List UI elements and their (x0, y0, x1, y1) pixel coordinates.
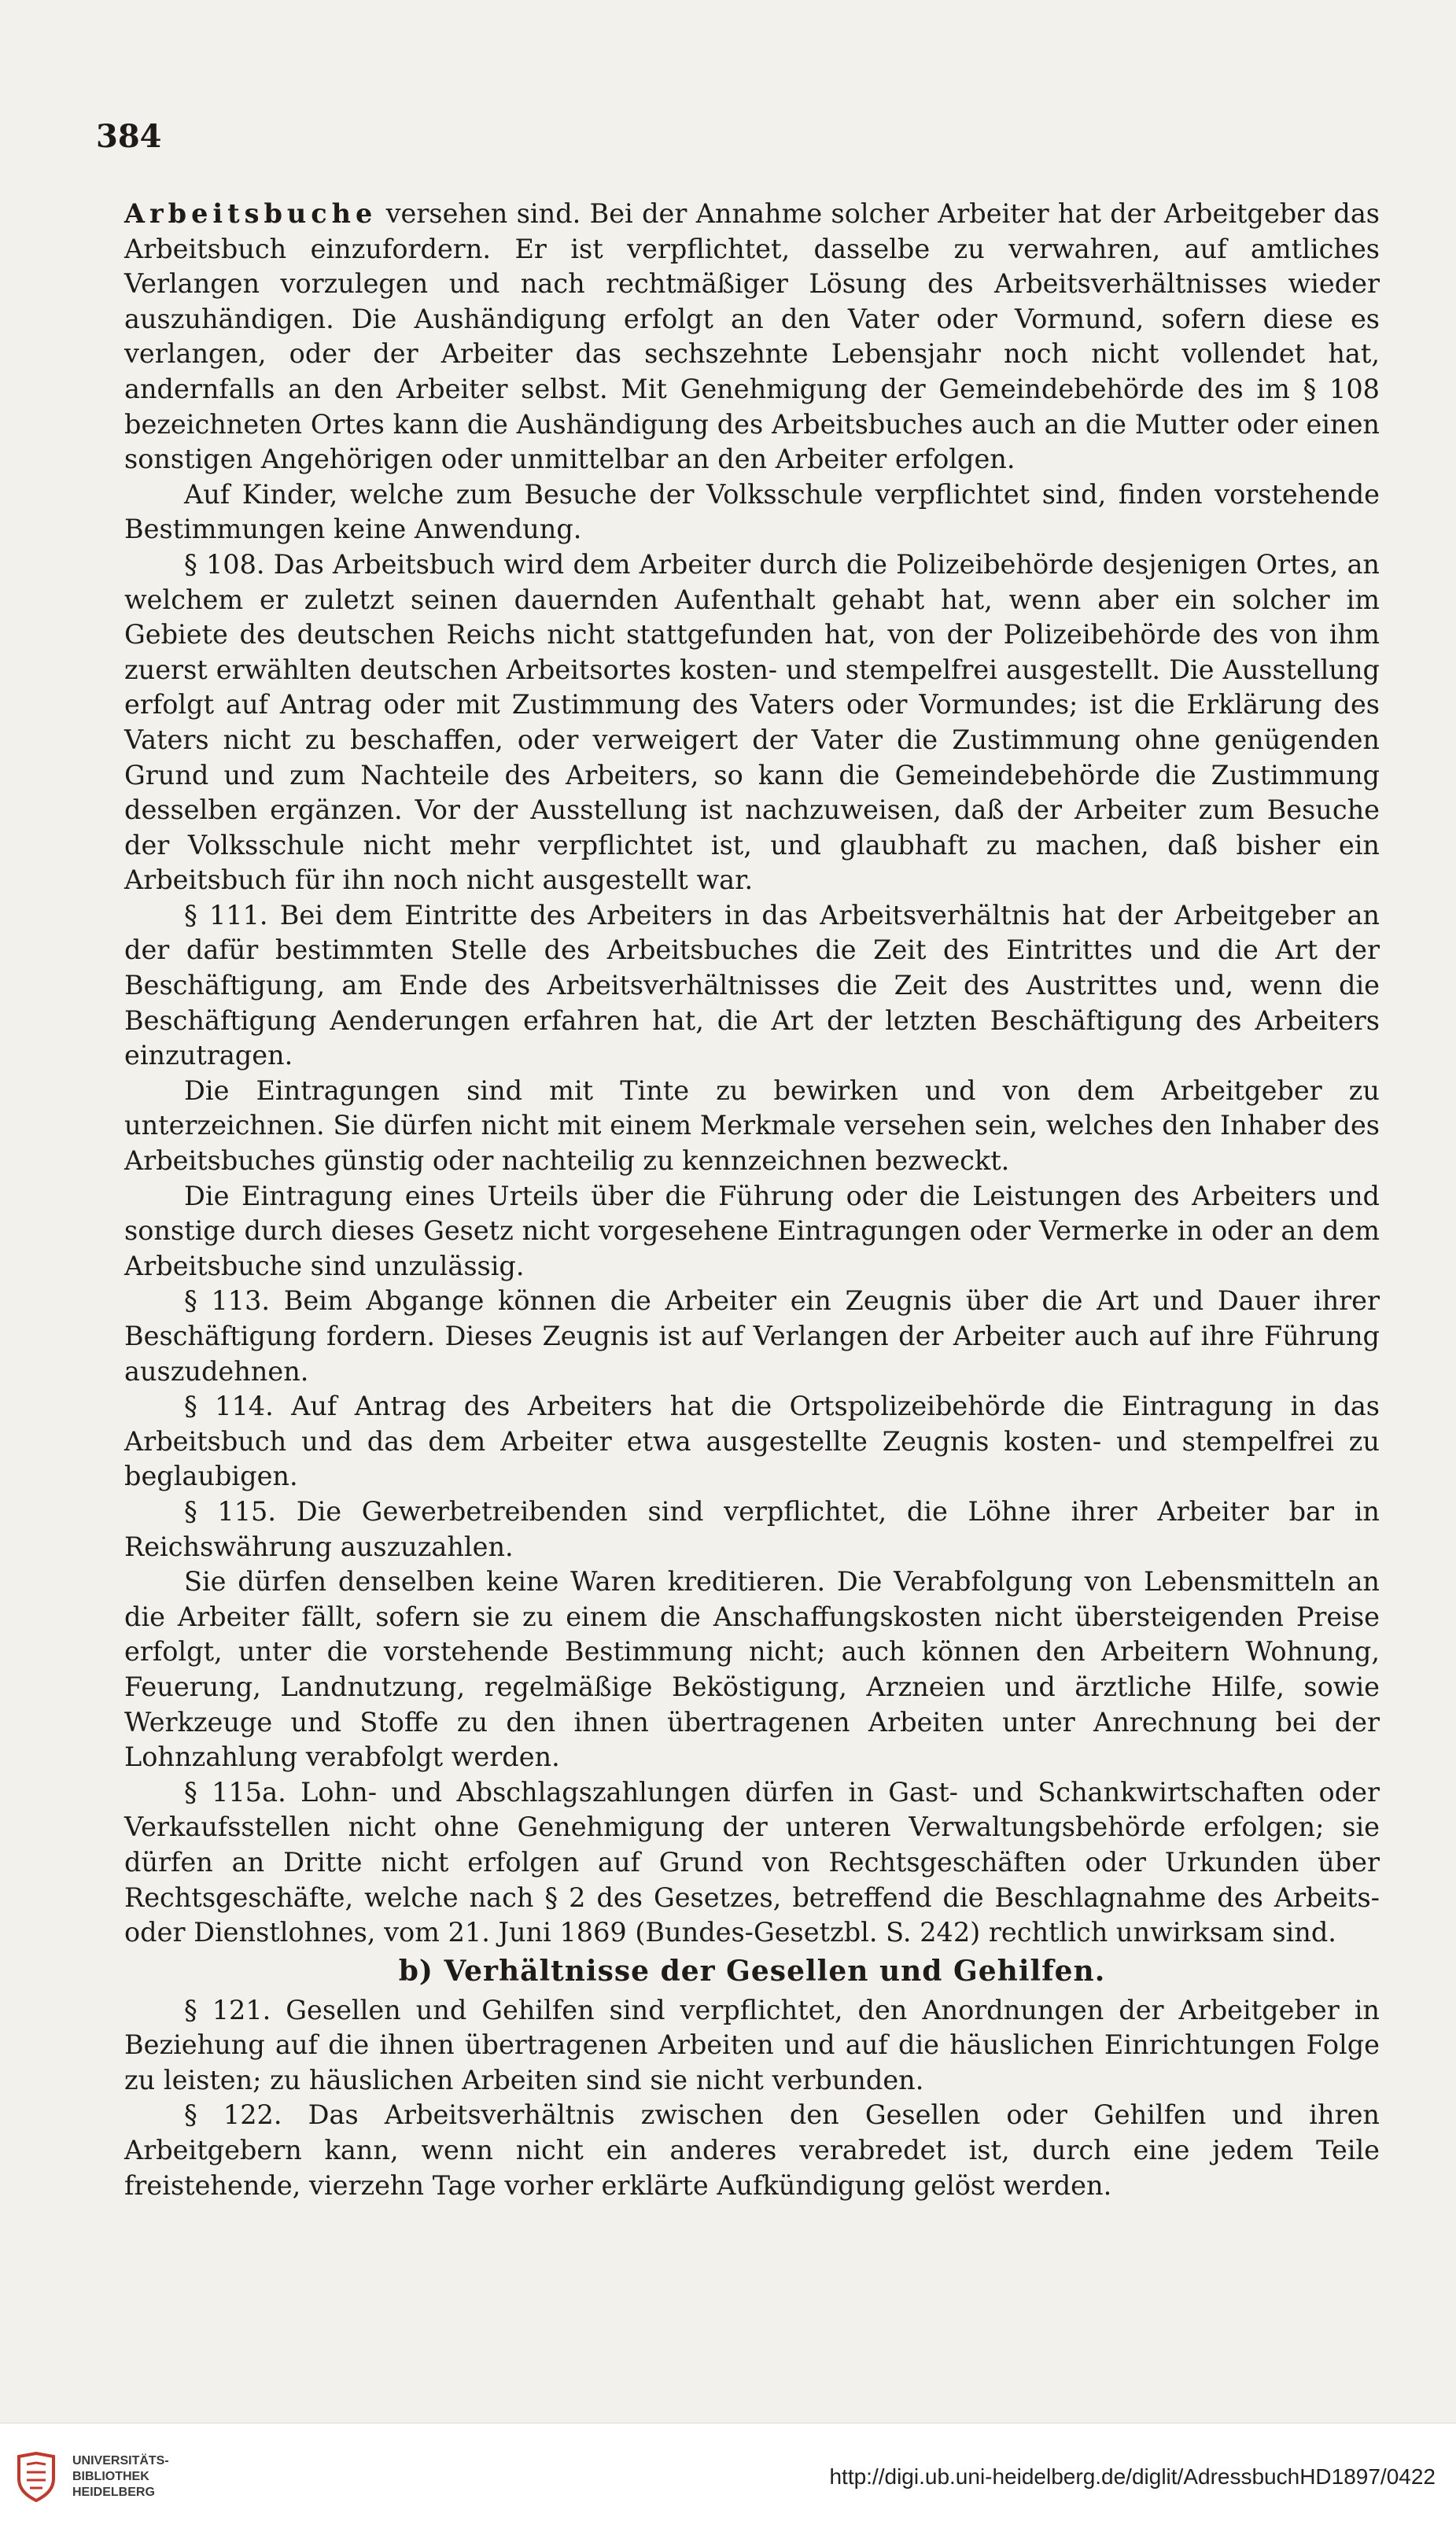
paragraph-section-114: § 114. Auf Antrag des Arbeiters hat die Ortspolizeibehörde die Eintragung in das Arbeitsbuch und das dem Arbeiter etwa ausgestellte Zeugnis kosten- und stempelfrei zu beglaubigen. (124, 1391, 1380, 1492)
permalink-url[interactable]: http://digi.ub.uni-heidelberg.de/diglit/AdressbuchHD1897/0422 (829, 2464, 1436, 2489)
paragraph-section-121: § 121. Gesellen und Gehilfen sind verpflichtet, den Anordnungen der Arbeitgeber in Beziehung auf die ihnen übertragenen Arbeiten und auf die häuslichen Einrichtungen Folge zu leisten; zu häuslichen Arbeiten sind sie nicht verbunden. (124, 1994, 1380, 2095)
paragraph-section-115a: § 115a. Lohn- und Abschlagszahlungen dürfen in Gast- und Schankwirtschaften oder Verkaufsstellen nicht ohne Genehmigung der unteren Verwaltungsbehörde erfolgen; sie dürfen an Dritte nicht erfolgen auf Grund von Rechtsgeschäften oder Urkunden über Rechtsgeschäfte, welche nach § 2 des Gesetzes, betreffend die Beschlagnahme des Arbeits- oder Dienstlohnes, vom 21. Juni 1869 (Bundes-Gesetzbl. S. 242) rechtlich unwirksam sind. (124, 1776, 1380, 1948)
library-name-line: HEIDELBERG (72, 2486, 155, 2499)
paragraph-section-122: § 122. Das Arbeitsverhältnis zwischen den Gesellen oder Gehilfen und ihren Arbeitgebern kann, wenn nicht ein anderes verabredet ist, durch eine jedem Teile freistehende, vierzehn Tage vorher erklärte Aufkündigung gelöst werden. (124, 2099, 1380, 2201)
paragraph-section-111: § 111. Bei dem Eintritte des Arbeiters in das Arbeitsverhältnis hat der Arbeitgeber an der dafür bestimmten Stelle des Arbeitsbuches die Zeit des Eintrittes und die Art der Beschäftigung, am Ende des Arbeitsverhältnisses die Zeit des Austrittes und, wenn die Beschäftigung Aenderungen erfahren hat, die Art der letzten Beschäftigung des Arbeiters einzutragen. (124, 899, 1380, 1071)
viewer-footer (0, 2423, 1456, 2532)
paragraph: Die Eintragungen sind mit Tinte zu bewirken und von dem Arbeitgeber zu unterzeichnen. Sie dürfen nicht mit einem Merkmale versehen sein, welches den Inhaber des Arbeitsbuches günstig oder nachteilig zu kennzeichnen bezweckt. (124, 1074, 1380, 1177)
paragraph-section-115: § 115. Die Gewerbetreibenden sind verpflichtet, die Löhne ihrer Arbeiter bar in Reichswährung auszuzahlen. (124, 1495, 1380, 1562)
page-number: 384 (96, 118, 162, 155)
paragraph-section-113: § 113. Beim Abgange können die Arbeiter ein Zeugnis über die Art und Dauer ihrer Beschäftigung fordern. Dieses Zeugnis ist auf Verlangen der Arbeiter auch auf ihre Führung auszudehnen. (124, 1285, 1380, 1387)
paragraph-section-108: § 108. Das Arbeitsbuch wird dem Arbeiter durch die Polizeibehörde desjenigen Ortes, an welchem er zuletzt seinen dauernden Aufenthalt gehabt hat, wenn aber ein solcher im Gebiete des deutschen Reichs nicht stattgefunden hat, von der Polizeibehörde des von ihm zuerst erwählten deutschen Arbeitsortes kosten- und stempelfrei ausgestellt. Die Ausstellung erfolgt auf Antrag oder mit Zustimmung des Vaters oder Vormundes; ist die Erklärung des Vaters nicht zu beschaffen, oder verweigert der Vater die Zustimmung ohne genügenden Grund und zum Nachteile des Arbeiters, so kann die Gemeindebehörde die Zustimmung desselben ergänzen. Vor der Ausstellung ist nachzuweisen, daß der Arbeiter zum Besuche der Volksschule nicht mehr verpflichtet ist, und glaubhaft zu machen, daß bisher ein Arbeitsbuch für ihn noch nicht ausgestellt war. (124, 548, 1380, 896)
library-name-line: UNIVERSITÄTS- (72, 2454, 169, 2468)
library-name (72, 2453, 169, 2501)
paragraph: Sie dürfen denselben keine Waren kreditieren. Die Verabfolgung von Lebensmitteln an die Arbeiter fällt, sofern sie zu einem die Anschaffungskosten nicht übersteigenden Preise erfolgt, unter die vorstehende Bestimmung nicht; auch können den Arbeitern Wohnung, Feuerung, Landnutzung, regelmäßige Beköstigung, Arzneien und ärztliche Hilfe, sowie Werkzeuge und Stoffe zu den ihnen übertragenen Arbeiten unter Anrechnung bei der Lohnzahlung verabfolgt werden. (124, 1566, 1380, 1773)
library-name-line: BIBLIOTHEK (72, 2470, 149, 2483)
section-heading: b) Verhältnisse der Gesellen und Gehilfen. (398, 1954, 1106, 1988)
paragraph-arbeitsbuch-intro (124, 197, 1380, 477)
body-text (124, 197, 1380, 2203)
paragraph: Auf Kinder, welche zum Besuche der Volksschule verpflichtet sind, finden vorstehende Bestimmungen keine Anwendung. (124, 478, 1380, 545)
paragraph-text: versehen sind. Bei der Annahme solcher Arbeiter hat der Arbeitgeber das Arbeitsbuch einzufordern. Er ist verpflichtet, dasselbe zu verwahren, auf amtliches Verlangen vorzulegen und nach rechtmäßiger Lösung des Arbeitsverhältnisses wieder auszuhändigen. Die Aushändigung erfolgt an den Vater oder Vormund, sofern diese es verlangen, oder der Arbeiter das sechszehnte Lebensjahr noch nicht vollendet hat, andernfalls an den Arbeiter selbst. Mit Genehmigung der Gemeindebehörde des im § 108 bezeichneten Ortes kann die Aushändigung des Arbeitsbuches auch an die Mutter oder einen sonstigen Angehörigen oder unmittelbar an den Arbeiter erfolgen. (124, 198, 1380, 475)
library-logo-icon (14, 2452, 58, 2502)
spaced-lead-word: Arbeitsbuche (124, 198, 378, 229)
paragraph: Die Eintragung eines Urteils über die Führung oder die Leistungen des Arbeiters und sonstige durch dieses Gesetz nicht vorgesehene Eintragungen oder Vermerke in oder an dem Arbeitsbuche sind unzulässig. (124, 1180, 1380, 1281)
